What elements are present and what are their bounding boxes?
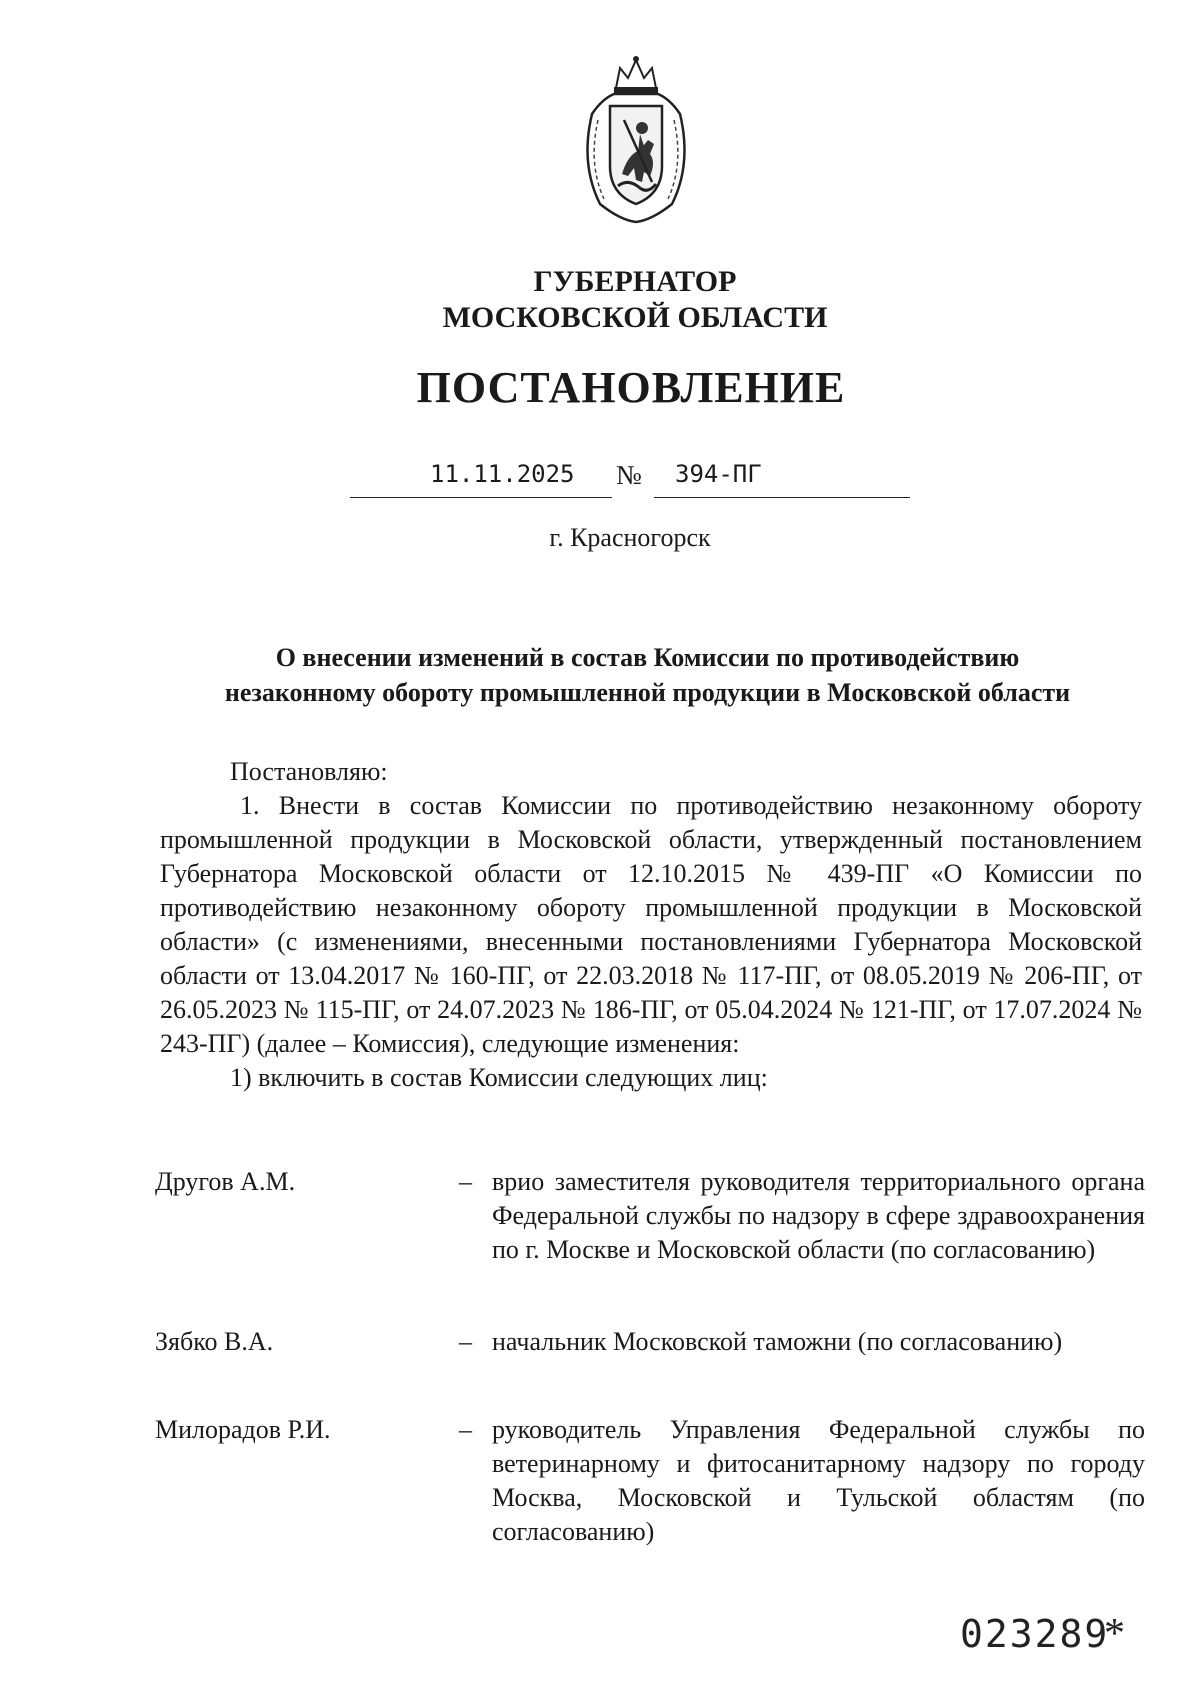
- asterisk-mark: *: [1104, 1611, 1125, 1657]
- document-body: [160, 755, 1142, 1095]
- date-number-line: [350, 458, 910, 498]
- number-underline: [654, 497, 910, 498]
- item-1-paragraph: 1. Внести в состав Комиссии по противодействию незаконному обороту промышленной продукции в Московской области, утвержденный постановлением Губернатора Московской области от 12.10.2015 № 439-ПГ «О Комиссии по противодействию незаконному обороту промышленной продукции в Московской области» (с изменениями, внесенными постановлениями Губернатора Московской области от 13.04.2017 № 160-ПГ, от 22.03.2018 № 117-ПГ, от 08.05.2019 № 206-ПГ, от 26.05.2023 № 115-ПГ, от 24.07.2023 № 186-ПГ, от 05.04.2024 № 121-ПГ, от 17.07.2024 № 243-ПГ) (далее – Комиссия), следующие изменения:: [160, 791, 1142, 1058]
- document-number: 394-ПГ: [675, 460, 762, 488]
- member-name: Милорадов Р.И.: [155, 1415, 331, 1444]
- form-serial-number: 023289: [960, 1612, 1110, 1656]
- member-dash: –: [459, 1167, 472, 1196]
- issue-city: г. Красногорск: [549, 523, 711, 552]
- issuer-heading: [0, 264, 1200, 336]
- subject-line-2: незаконному обороту промышленной продукции в Московской области: [224, 678, 1071, 707]
- member-dash: –: [459, 1415, 472, 1444]
- member-position: руководитель Управления Федеральной службы по ветеринарному и фитосанитарному надзору по городу Москва, Московской и Тульской областям (по согласованию): [492, 1415, 1145, 1546]
- coat-of-arms-emblem: [570, 54, 702, 224]
- member-dash: –: [459, 1327, 472, 1356]
- document-subject: [160, 640, 1135, 710]
- issuer-line-2: МОСКОВСКОЙ ОБЛАСТИ: [442, 301, 828, 334]
- number-sign: №: [616, 460, 642, 490]
- issuer-line-1: ГУБЕРНАТОР: [533, 265, 737, 298]
- intro-paragraph: Постановляю:: [230, 757, 388, 786]
- subitem-1-paragraph: 1) включить в состав Комиссии следующих лиц:: [230, 1063, 768, 1092]
- document-type-title: ПОСТАНОВЛЕНИЕ: [416, 363, 846, 412]
- member-name: Другов А.М.: [155, 1167, 296, 1196]
- document-date: 11.11.2025: [430, 460, 575, 488]
- member-name: Зябко В.А.: [155, 1327, 274, 1356]
- member-position: врио заместителя руководителя территориального органа Федеральной службы по надзору в сфере здравоохранения по г. Москве и Московской области (по согласованию): [492, 1167, 1145, 1264]
- subject-line-1: О внесении изменений в состав Комиссии по противодействию: [275, 643, 1020, 672]
- member-position: начальник Московской таможни (по согласованию): [492, 1327, 1063, 1356]
- date-underline: [350, 497, 612, 498]
